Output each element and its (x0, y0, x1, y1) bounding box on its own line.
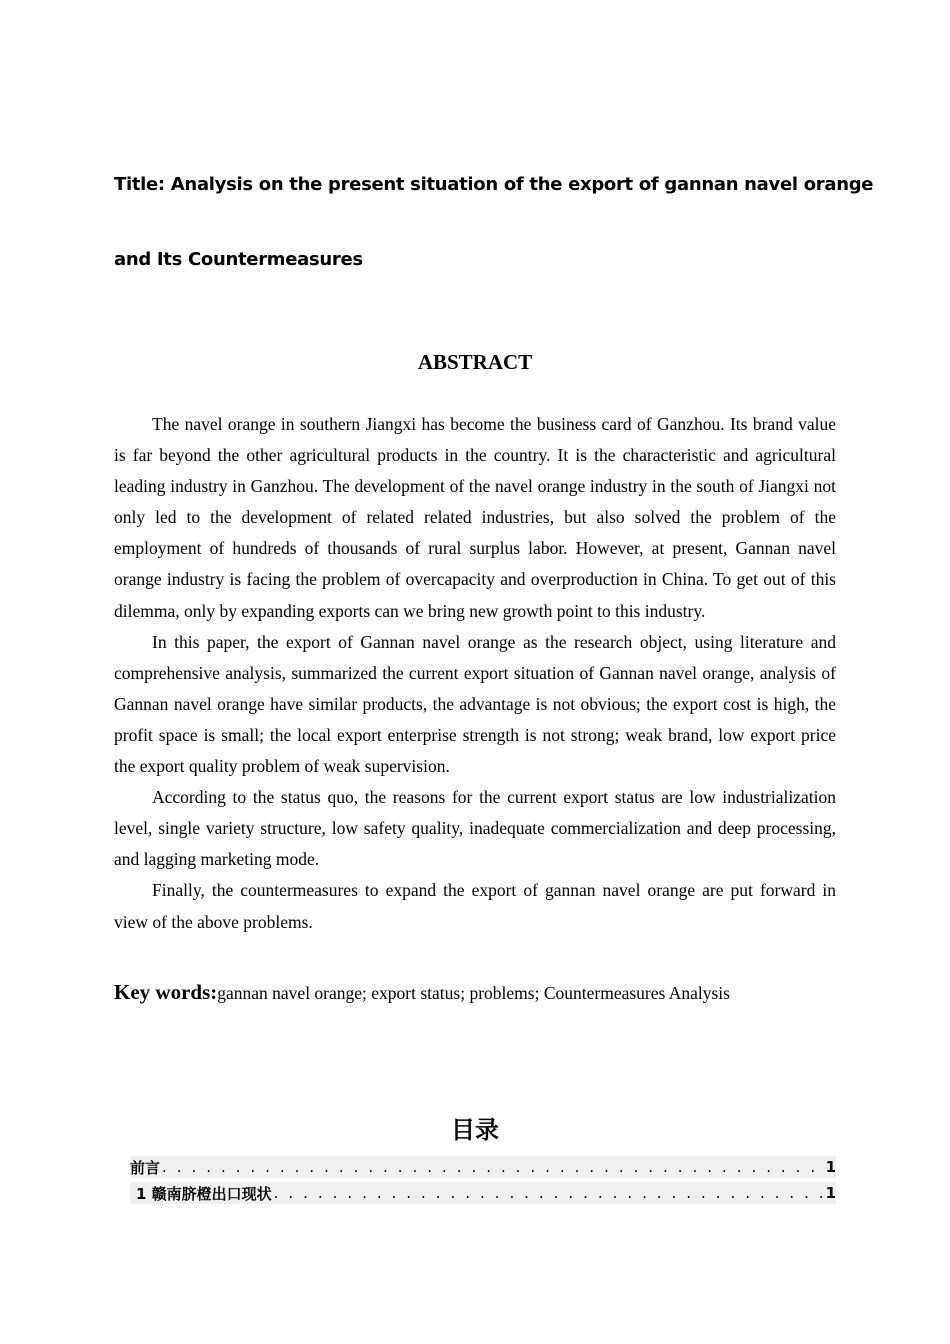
toc-entry-text: 1 赣南脐橙出口现状 (136, 1184, 272, 1203)
abstract-paragraph: The navel orange in southern Jiangxi has become the business card of Ganzhou. Its brand value is far beyond the other agricultural products in the country. It is the characteristic and agricultural leading industry in Ganzhou. The development of the navel orange industry in the south of Jiangxi not only led to the development of related related industries, but also solved the problem of the employment of hundreds of thousands of rural surplus labor. However, at present, Gannan navel orange industry is facing the problem of overcapacity and overproduction in China. To get out of this dilemma, only by expanding exports can we bring new growth point to this industry. (114, 414, 836, 621)
toc-entry[interactable] (130, 1182, 836, 1204)
title-line-2: and Its Countermeasures (114, 249, 363, 270)
keywords-label: Key words: (114, 980, 218, 1004)
toc-entry-text: 前言 (130, 1158, 161, 1177)
toc-entry-page: 1 (825, 1184, 836, 1202)
toc-entry[interactable] (130, 1156, 836, 1178)
toc-leader-dots (274, 1184, 822, 1202)
abstract-paragraph: In this paper, the export of Gannan navel orange as the research object, using literature and comprehensive analysis, summarized the current export situation of Gannan navel orange, analysis of Gannan navel orange have similar products, the advantage is not obvious; the export cost is high, the profit space is small; the local export enterprise strength is not strong; weak brand, low export price the export quality problem of weak supervision. (114, 631, 836, 777)
keywords (114, 980, 854, 1005)
title-line-1: Title: Analysis on the present situation of the export of gannan navel orange (114, 174, 874, 195)
keywords-text: gannan navel orange; export status; problems; Countermeasures Analysis (217, 983, 730, 1003)
abstract-body (114, 409, 836, 938)
toc-heading: 目录 (451, 1116, 499, 1144)
abstract-heading: ABSTRACT (417, 350, 533, 374)
abstract-paragraph: According to the status quo, the reasons for the current export status are low industrialization level, single variety structure, low safety quality, inadequate commercialization and deep processing, and lagging marketing mode. (114, 787, 836, 870)
toc-leader-dots (162, 1158, 822, 1176)
toc-entry-page: 1 (825, 1158, 836, 1176)
abstract-paragraph: Finally, the countermeasures to expand the export of gannan navel orange are put forward in view of the above problems. (114, 880, 836, 932)
